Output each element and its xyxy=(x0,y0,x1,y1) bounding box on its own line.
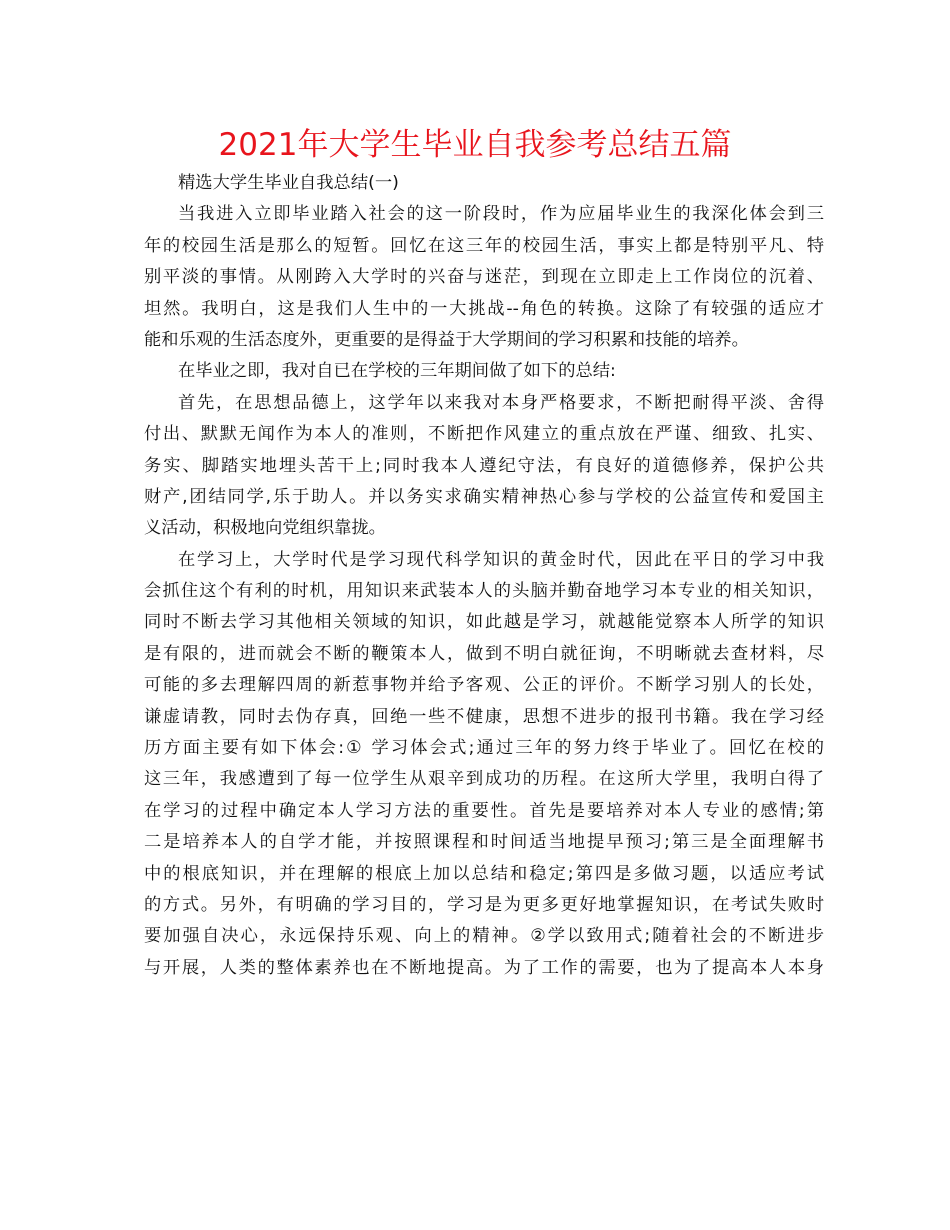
document-body xyxy=(144,168,824,984)
paragraph-line: 历方面主要有如下体会:① 学习体会式;通过三年的努力终于毕业了。回忆在校的 xyxy=(144,738,824,759)
paragraph-line: 义活动，积极地向党组织靠拢。 xyxy=(144,518,386,539)
paragraph-1 xyxy=(144,199,824,356)
document-title: 2021年大学生毕业自我参考总结五篇 xyxy=(218,127,732,163)
paragraph-line: 付出、默默无闻作为本人的准则，不断把作风建立的重点放在严谨、细致、扎实、 xyxy=(144,424,824,445)
paragraph-line: 这三年，我感遭到了每一位学生从艰辛到成功的历程。在这所大学里，我明白得了 xyxy=(144,769,824,790)
paragraph-line: 在学习的过程中确定本人学习方法的重要性。首先是要培养对本人专业的感情;第 xyxy=(144,800,824,821)
paragraph-line: 与开展，人类的整体素养也在不断地提高。为了工作的需要，也为了提高本人本身 xyxy=(144,957,824,978)
paragraph-line: 首先，在思想品德上，这学年以来我对本身严格要求，不断把耐得平淡、舍得 xyxy=(178,392,824,413)
paragraph-line: 别平淡的事情。从刚跨入大学时的兴奋与迷茫，到现在立即走上工作岗位的沉着、 xyxy=(144,267,824,288)
paragraph-line: 的方式。另外，有明确的学习目的，学习是为更多更好地掌握知识，在考试失败时 xyxy=(144,894,824,915)
paragraph-line: 可能的多去理解四周的新惹事物并给予客观、公正的评价。不断学习别人的长处， xyxy=(144,675,824,696)
paragraph-line: 同时不断去学习其他相关领域的知识，如此越是学习，就越能觉察本人所学的知识 xyxy=(144,612,824,633)
paragraph-line: 在毕业之即，我对自已在学校的三年期间做了如下的总结: xyxy=(178,361,616,382)
paragraph-line: 会抓住这个有利的时机，用知识来武装本人的头脑并勤奋地学习本专业的相关知识， xyxy=(144,581,824,602)
paragraph-line: 年的校园生活是那么的短暂。回忆在这三年的校园生活，事实上都是特别平凡、特 xyxy=(144,235,824,256)
paragraph-line: 是有限的，进而就会不断的鞭策本人，做到不明白就征询，不明晰就去查材料，尽 xyxy=(144,643,824,664)
paragraph-line: 在学习上，大学时代是学习现代科学知识的黄金时代，因此在平日的学习中我 xyxy=(178,549,824,570)
paragraph-line: 谦虚请教，同时去伪存真，回绝一些不健康，思想不进步的报刊书籍。我在学习经 xyxy=(144,706,824,727)
paragraph-line: 财产,团结同学,乐于助人。并以务实求确实精神热心参与学校的公益宣传和爱国主 xyxy=(144,486,824,507)
paragraph-line: 能和乐观的生活态度外，更重要的是得益于大学期间的学习积累和技能的培养。 xyxy=(144,329,749,350)
paragraph-4 xyxy=(144,545,824,984)
paragraph-line: 当我进入立即毕业踏入社会的这一阶段时，作为应届毕业生的我深化体会到三 xyxy=(178,204,824,225)
paragraph-3 xyxy=(144,388,824,545)
paragraph-line: 务实、脚踏实地埋头苦干上;同时我本人遵纪守法，有良好的道德修养，保护公共 xyxy=(144,455,824,476)
paragraph-line: 二是培养本人的自学才能，并按照课程和时间适当地提早预习;第三是全面理解书 xyxy=(144,832,824,853)
paragraph-line: 坦然。我明白，这是我们人生中的一大挑战--角色的转换。这除了有较强的适应才 xyxy=(144,298,824,319)
paragraph-line: 要加强自决心，永远保持乐观、向上的精神。②学以致用式;随着社会的不断进步 xyxy=(144,926,824,947)
section-subtitle: 精选大学生毕业自我总结(一) xyxy=(178,173,399,193)
paragraph-2 xyxy=(144,356,824,387)
paragraph-line: 中的根底知识，并在理解的根底上加以总结和稳定;第四是多做习题，以适应考试 xyxy=(144,863,824,884)
